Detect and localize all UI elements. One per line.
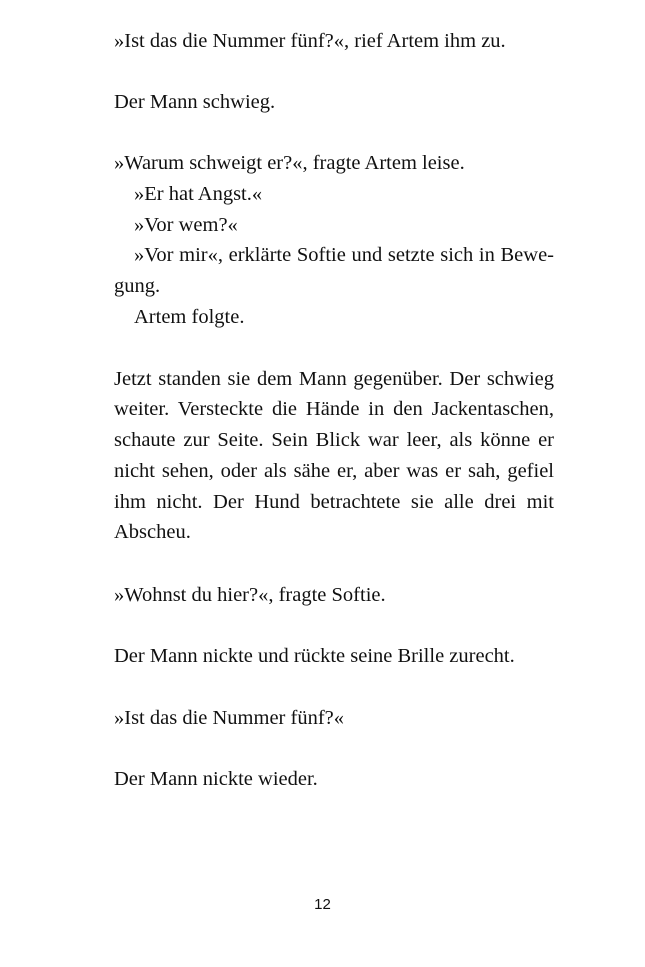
text-line: »Warum schweigt er?«, fragte Artem leise. <box>114 152 465 174</box>
text-line: weiter. Versteckte die Hände in den Jackentaschen, <box>114 398 554 420</box>
text-line: gung. <box>114 275 161 297</box>
text-line: nicht sehen, oder als sähe er, aber was er sah, gefiel <box>114 460 554 482</box>
text-line: Artem folgte. <box>134 306 245 328</box>
text-line: »Ist das die Nummer fünf?« <box>114 707 344 729</box>
text-line: Der Mann schwieg. <box>114 91 276 113</box>
text-line: Der Mann nickte und rückte seine Brille zurecht. <box>114 645 515 667</box>
text-line: »Wohnst du hier?«, fragte Softie. <box>114 584 386 606</box>
text-line: »Vor wem?« <box>134 214 238 236</box>
text-line: Jetzt standen sie dem Mann gegenüber. Der schwieg <box>114 368 554 390</box>
text-line: ihm nicht. Der Hund betrachtete sie alle drei mit <box>114 491 554 513</box>
text-line: »Er hat Angst.« <box>134 183 263 205</box>
text-line: »Ist das die Nummer fünf?«, rief Artem ihm zu. <box>114 30 506 52</box>
text-line: schaute zur Seite. Sein Blick war leer, als könne er <box>114 429 554 451</box>
text-line: Abscheu. <box>114 521 191 543</box>
text-line: »Vor mir«, erklärte Softie und setzte sich in Bewe- <box>134 244 554 266</box>
text-line: Der Mann nickte wieder. <box>114 768 318 790</box>
page-number: 12 <box>314 896 331 913</box>
